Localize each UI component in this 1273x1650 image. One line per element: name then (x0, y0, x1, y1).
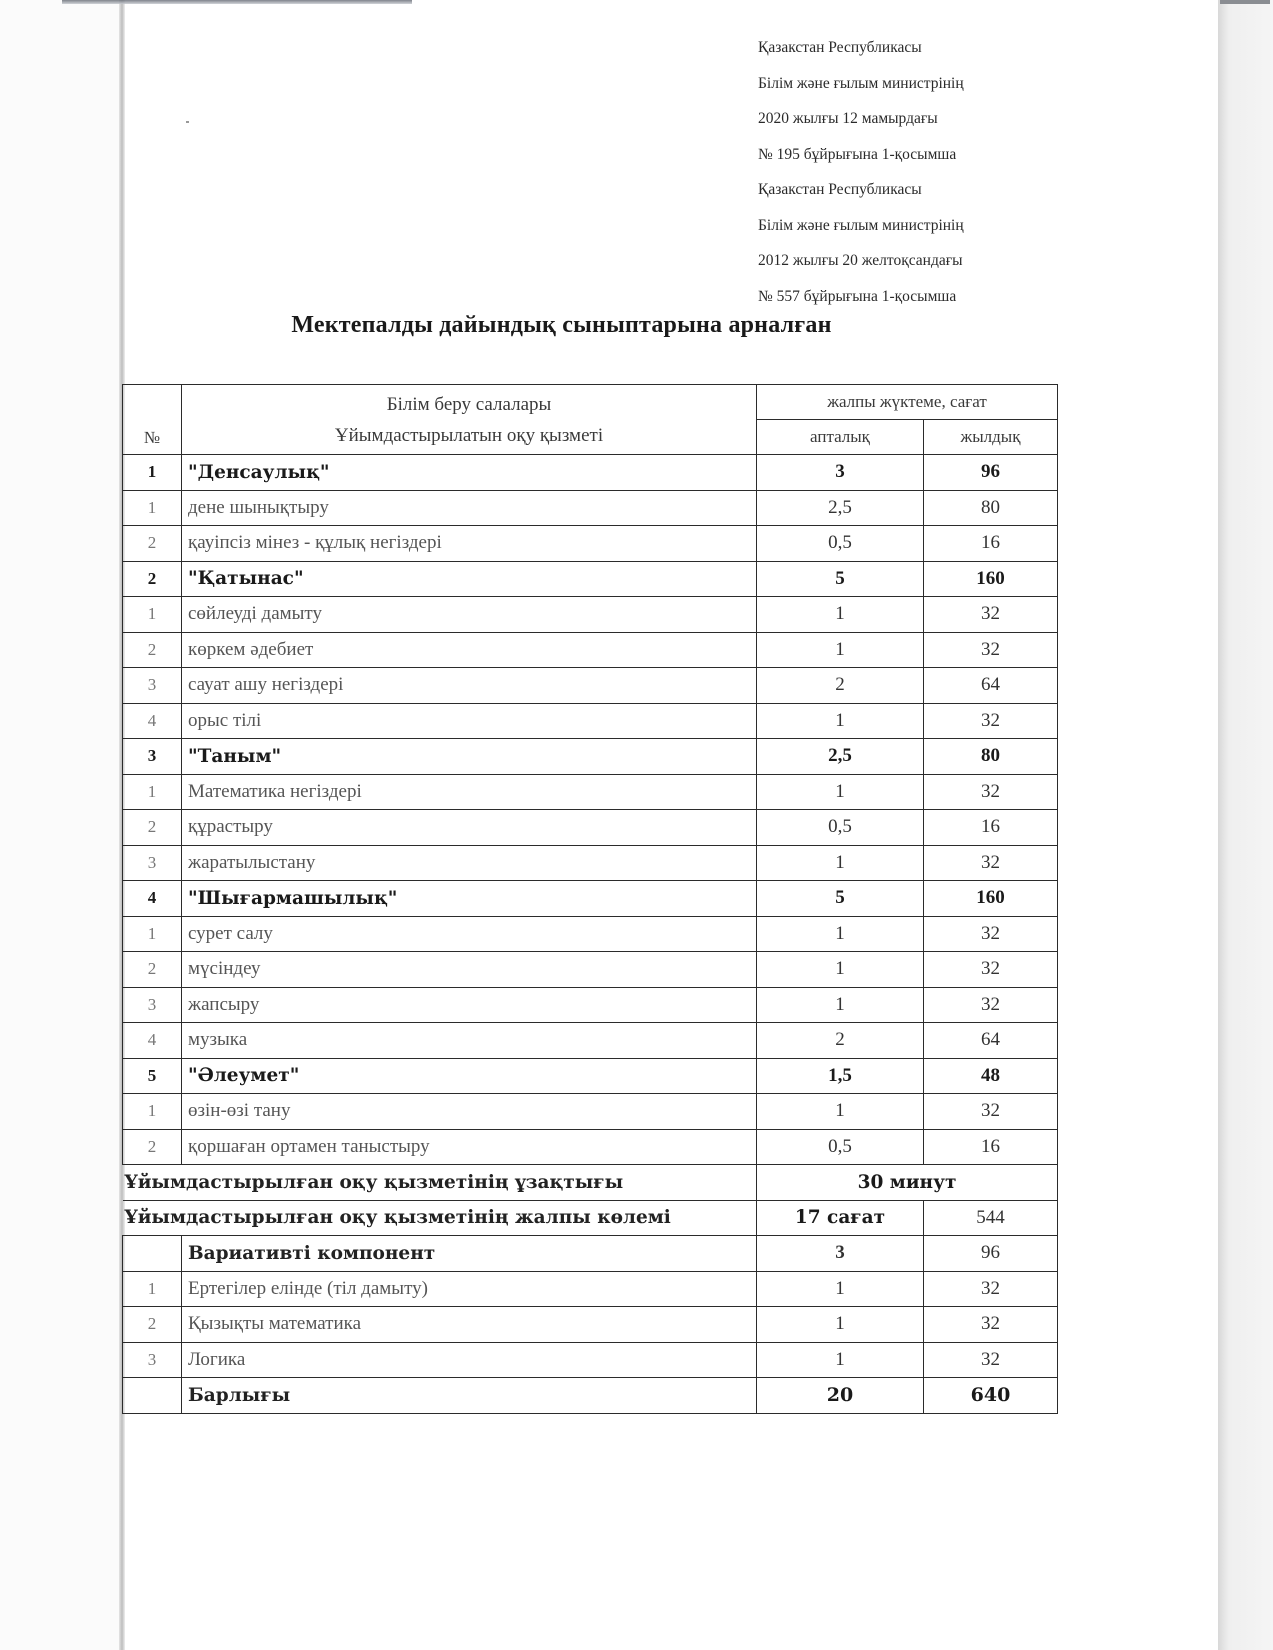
area-row (123, 455, 1058, 491)
note-line: Қазакстан Республикасы (758, 39, 922, 56)
note-line: Қазакстан Республикасы (758, 181, 922, 198)
row-yearly: 32 (924, 703, 1058, 739)
activity-row (123, 490, 1058, 526)
row-number: 3 (123, 845, 182, 881)
row-yearly: 640 (924, 1378, 1058, 1414)
variative-row (123, 1236, 1058, 1272)
activity-row (123, 987, 1058, 1023)
note-line: 2020 жылғы 12 мамырдағы (758, 110, 938, 127)
row-name: дене шынықтыру (182, 490, 757, 526)
row-name: қоршаған ортамен таныстыру (182, 1129, 757, 1165)
row-number: 5 (123, 1058, 182, 1094)
row-number (123, 1378, 182, 1414)
row-name: қауіпсіз мінез - құлық негіздері (182, 526, 757, 562)
row-weekly: 2,5 (757, 739, 924, 775)
duration-label: Ұйымдастырылған оқу қызметінің ұзақтығы (123, 1165, 757, 1201)
volume-row (123, 1200, 1058, 1236)
row-yearly: 32 (924, 1271, 1058, 1307)
header-subject (182, 385, 757, 455)
row-weekly: 1 (757, 1307, 924, 1343)
row-weekly: 1 (757, 987, 924, 1023)
row-name: музыка (182, 1023, 757, 1059)
document-title: Мектепалды дайындық сыныптарына арналған (291, 312, 832, 338)
scan-edge-right (1218, 0, 1273, 1650)
row-weekly: 1 (757, 632, 924, 668)
row-yearly: 80 (924, 490, 1058, 526)
row-weekly: 3 (757, 1236, 924, 1272)
row-yearly: 32 (924, 1094, 1058, 1130)
row-weekly: 1 (757, 597, 924, 633)
row-weekly: 1 (757, 1342, 924, 1378)
duration-row (123, 1165, 1058, 1201)
note-line: 2012 жылғы 20 желтоқсандағы (758, 252, 963, 269)
row-name: "Қатынас" (182, 561, 757, 597)
row-name: Қызықты математика (182, 1307, 757, 1343)
row-number: 2 (123, 1307, 182, 1343)
area-row (123, 1058, 1058, 1094)
row-name: "Таным" (182, 739, 757, 775)
row-yearly: 32 (924, 952, 1058, 988)
volume-yearly: 544 (924, 1200, 1058, 1236)
note-line: № 557 бұйрығына 1-қосымша (758, 287, 957, 305)
row-weekly: 1 (757, 703, 924, 739)
volume-label: Ұйымдастырылған оқу қызметінің жалпы көлемі (123, 1200, 757, 1236)
row-name: жаратылыстану (182, 845, 757, 881)
row-name: сурет салу (182, 916, 757, 952)
header-load-group: жалпы жүктеме, сағат (757, 385, 1058, 420)
row-yearly: 32 (924, 632, 1058, 668)
row-number: 4 (123, 703, 182, 739)
row-yearly: 16 (924, 810, 1058, 846)
row-name: мүсіндеу (182, 952, 757, 988)
activity-row (123, 916, 1058, 952)
row-number: 1 (123, 1271, 182, 1307)
row-number: 2 (123, 561, 182, 597)
row-yearly: 96 (924, 1236, 1058, 1272)
row-yearly: 160 (924, 561, 1058, 597)
activity-row (123, 597, 1058, 633)
row-weekly: 3 (757, 455, 924, 491)
row-yearly: 16 (924, 526, 1058, 562)
row-weekly: 1 (757, 774, 924, 810)
header-number: № (123, 385, 182, 455)
activity-row (123, 774, 1058, 810)
note-line: № 195 бұйрығына 1-қосымша (758, 145, 957, 163)
row-yearly: 32 (924, 774, 1058, 810)
row-yearly: 32 (924, 597, 1058, 633)
variative-item-row (123, 1342, 1058, 1378)
note-line: Білім және ғылым министрінің (758, 74, 964, 92)
row-name: Барлығы (182, 1378, 757, 1414)
row-yearly: 32 (924, 1307, 1058, 1343)
row-weekly: 1,5 (757, 1058, 924, 1094)
row-number: 3 (123, 739, 182, 775)
row-weekly: 2 (757, 1023, 924, 1059)
duration-value: 30 минут (757, 1165, 1058, 1201)
row-name: "Әлеумет" (182, 1058, 757, 1094)
row-weekly: 1 (757, 1094, 924, 1130)
row-number: 4 (123, 1023, 182, 1059)
scan-speck (186, 121, 189, 123)
row-name: "Денсаулық" (182, 455, 757, 491)
row-name: жапсыру (182, 987, 757, 1023)
row-number: 1 (123, 916, 182, 952)
row-number: 3 (123, 987, 182, 1023)
variative-item-row (123, 1307, 1058, 1343)
row-name: орыс тілі (182, 703, 757, 739)
row-name: Логика (182, 1342, 757, 1378)
row-name: сөйлеуді дамыту (182, 597, 757, 633)
variative-item-row (123, 1271, 1058, 1307)
area-row (123, 881, 1058, 917)
row-name: Вариативті компонент (182, 1236, 757, 1272)
row-name: құрастыру (182, 810, 757, 846)
row-number (123, 1236, 182, 1272)
row-number: 1 (123, 774, 182, 810)
activity-row (123, 952, 1058, 988)
row-weekly: 1 (757, 952, 924, 988)
row-number: 1 (123, 455, 182, 491)
row-yearly: 160 (924, 881, 1058, 917)
row-yearly: 48 (924, 1058, 1058, 1094)
row-name: көркем әдебиет (182, 632, 757, 668)
row-yearly: 64 (924, 668, 1058, 704)
row-weekly: 0,5 (757, 526, 924, 562)
row-yearly: 32 (924, 916, 1058, 952)
activity-row (123, 632, 1058, 668)
row-number: 1 (123, 1094, 182, 1130)
scan-margin-left (0, 0, 119, 1650)
row-weekly: 0,5 (757, 1129, 924, 1165)
row-name: Математика негіздері (182, 774, 757, 810)
row-weekly: 1 (757, 916, 924, 952)
row-name: Ертегілер елінде (тіл дамыту) (182, 1271, 757, 1307)
header-yearly: жылдық (924, 420, 1058, 455)
header-subject-line2: Ұйымдастырылатын оқу қызметі (334, 424, 604, 446)
row-yearly: 16 (924, 1129, 1058, 1165)
row-yearly: 80 (924, 739, 1058, 775)
row-number: 2 (123, 952, 182, 988)
scan-edge-top (62, 0, 412, 4)
row-number: 2 (123, 632, 182, 668)
table-header-row (123, 385, 1058, 420)
row-yearly: 32 (924, 1342, 1058, 1378)
row-weekly: 1 (757, 845, 924, 881)
row-weekly: 20 (757, 1378, 924, 1414)
total-row (123, 1378, 1058, 1414)
row-number: 2 (123, 810, 182, 846)
row-number: 2 (123, 1129, 182, 1165)
row-number: 2 (123, 526, 182, 562)
row-number: 3 (123, 668, 182, 704)
header-subject-line1: Білім беру салалары (386, 393, 552, 415)
area-row (123, 561, 1058, 597)
activity-row (123, 845, 1058, 881)
area-row (123, 739, 1058, 775)
activity-row (123, 1094, 1058, 1130)
row-weekly: 2 (757, 668, 924, 704)
activity-row (123, 1129, 1058, 1165)
activity-row (123, 1023, 1058, 1059)
row-weekly: 0,5 (757, 810, 924, 846)
row-number: 3 (123, 1342, 182, 1378)
note-line: Білім және ғылым министрінің (758, 216, 964, 234)
row-number: 4 (123, 881, 182, 917)
header-weekly: апталық (757, 420, 924, 455)
row-yearly: 96 (924, 455, 1058, 491)
activity-row (123, 810, 1058, 846)
row-yearly: 64 (924, 1023, 1058, 1059)
volume-weekly: 17 сағат (757, 1200, 924, 1236)
row-name: өзін-өзі тану (182, 1094, 757, 1130)
row-weekly: 5 (757, 881, 924, 917)
scan-edge-right-top (1220, 0, 1270, 4)
curriculum-table (122, 384, 1058, 1414)
order-reference-note (758, 30, 1078, 314)
row-weekly: 1 (757, 1271, 924, 1307)
row-number: 1 (123, 597, 182, 633)
row-yearly: 32 (924, 845, 1058, 881)
row-number: 1 (123, 490, 182, 526)
row-weekly: 2,5 (757, 490, 924, 526)
row-weekly: 5 (757, 561, 924, 597)
row-name: сауат ашу негіздері (182, 668, 757, 704)
row-yearly: 32 (924, 987, 1058, 1023)
activity-row (123, 703, 1058, 739)
activity-row (123, 668, 1058, 704)
row-name: "Шығармашылық" (182, 881, 757, 917)
activity-row (123, 526, 1058, 562)
